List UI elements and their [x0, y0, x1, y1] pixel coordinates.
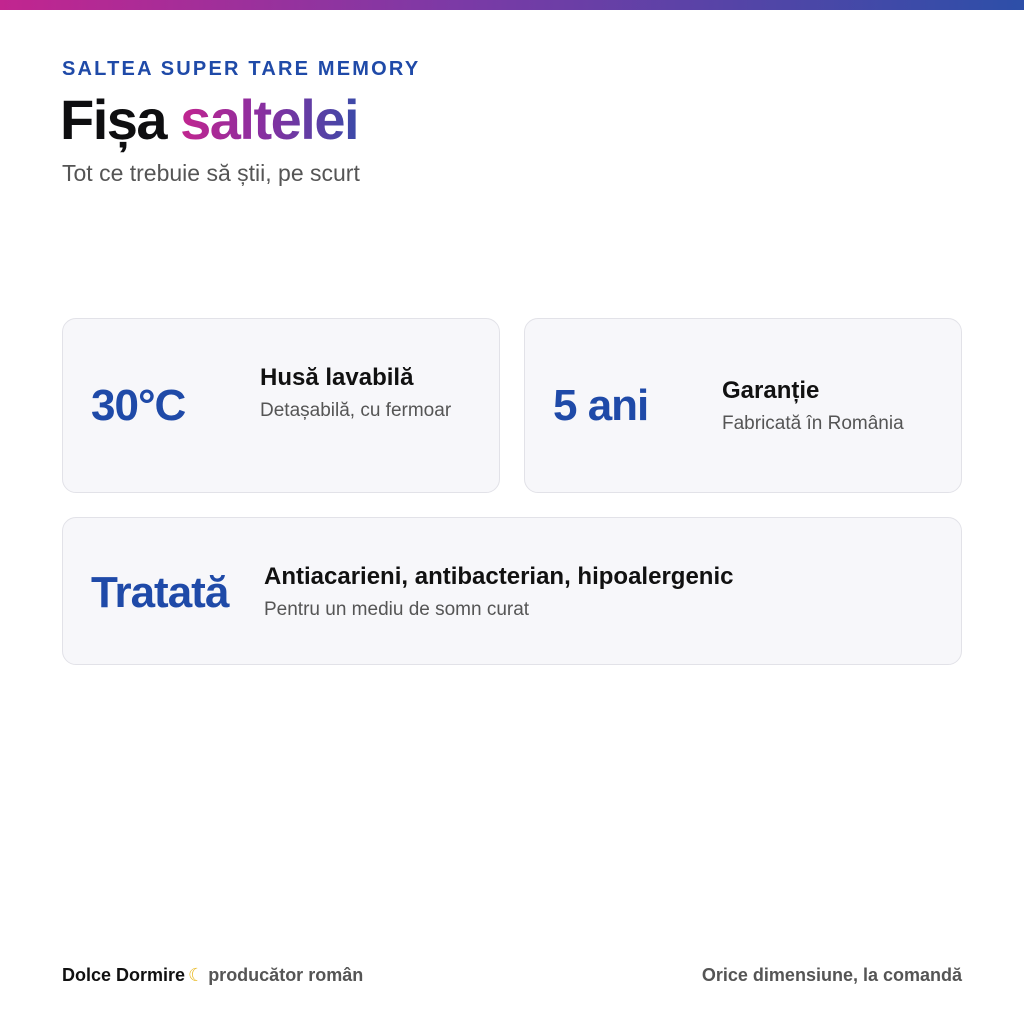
- feature-description: Fabricată în România: [722, 413, 904, 434]
- feature-description: Pentru un mediu de somn curat: [264, 599, 530, 620]
- footer-brand-line: [62, 965, 363, 986]
- feature-title: Antiacarieni, antibacterian, hipoalergenic: [264, 563, 734, 590]
- feature-value: 30°C: [91, 381, 186, 430]
- moon-icon: ☾: [188, 965, 205, 985]
- feature-description: Detașabilă, cu fermoar: [260, 400, 452, 421]
- feature-value: 5 ani: [553, 381, 649, 430]
- feature-title: Husă lavabilă: [260, 364, 414, 391]
- feature-card-warranty: [524, 318, 962, 493]
- footer-note: Orice dimensiune, la comandă: [701, 965, 962, 985]
- top-gradient-bar: [0, 0, 1024, 10]
- feature-card-treatment: [62, 517, 962, 665]
- feature-title: Garanție: [722, 377, 820, 404]
- brand-tagline: producător român: [208, 965, 364, 985]
- title-accent: saltelei: [180, 88, 359, 151]
- eyebrow-label: SALTEA SUPER TARE MEMORY: [62, 58, 421, 80]
- feature-value: Tratată: [91, 568, 229, 617]
- page-title: [60, 86, 358, 154]
- feature-card-washable-cover: [62, 318, 500, 493]
- title-plain: Fișa: [60, 88, 167, 151]
- page-subtitle: Tot ce trebuie să știi, pe scurt: [62, 160, 360, 186]
- brand-name: Dolce Dormire: [62, 965, 186, 985]
